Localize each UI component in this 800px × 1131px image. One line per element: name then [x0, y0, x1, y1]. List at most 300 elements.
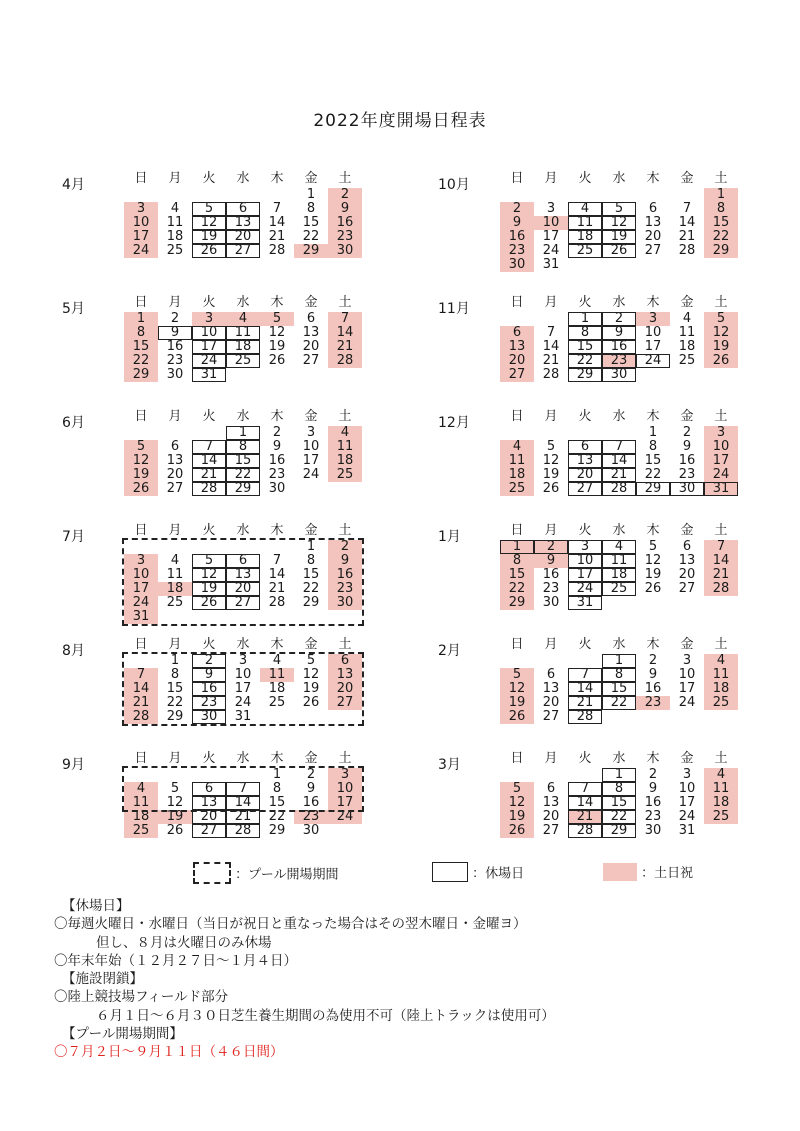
day-cell: 4	[272, 653, 282, 668]
day-cell: 20	[644, 229, 662, 244]
day-cell: 19	[302, 681, 320, 696]
day-cell: 2	[170, 311, 180, 326]
day-cell: 4	[328, 426, 362, 440]
weekday-header: 金	[680, 751, 694, 766]
facility-detail: ６月１日～６月３０日芝生養生期間の為使用不可（陸上トラックは使用可）	[96, 1007, 555, 1024]
day-cell: 6	[546, 667, 556, 682]
day-cell: 27	[192, 824, 226, 838]
weekday-header: 金	[680, 295, 694, 310]
day-cell: 27	[542, 709, 560, 724]
day-cell: 5	[170, 781, 180, 796]
day-cell: 12	[268, 325, 286, 340]
day-cell: 28	[704, 582, 738, 596]
day-cell: 3	[328, 768, 362, 782]
month-calendar	[438, 410, 798, 528]
weekday-header: 土	[714, 751, 728, 766]
day-cell: 8	[704, 202, 738, 216]
weekday-header: 木	[646, 637, 660, 652]
day-cell: 1	[226, 426, 260, 440]
month-calendar	[438, 752, 798, 870]
day-cell: 17	[302, 453, 320, 468]
weekday-header: 月	[544, 637, 558, 652]
month-label: 4月	[62, 177, 85, 193]
day-cell: 17	[124, 230, 158, 244]
day-cell: 30	[192, 710, 226, 724]
day-cell: 11	[260, 668, 294, 682]
day-cell: 22	[166, 695, 184, 710]
month-grid	[500, 296, 752, 414]
legend-closed-label: ：休場日	[472, 866, 525, 882]
day-cell: 31	[678, 823, 696, 838]
day-cell: 23	[602, 354, 636, 368]
day-cell: 10	[328, 782, 362, 796]
day-cell: 26	[124, 482, 158, 496]
day-cell: 13	[328, 668, 362, 682]
day-cell: 12	[644, 553, 662, 568]
day-cell: 19	[500, 810, 534, 824]
weekday-header: 水	[236, 171, 250, 186]
day-cell: 18	[568, 230, 602, 244]
day-cell: 20	[542, 809, 560, 824]
weekday-header: 水	[612, 523, 626, 538]
day-cell: 7	[704, 540, 738, 554]
day-cell: 4	[568, 202, 602, 216]
day-cell: 18	[704, 682, 738, 696]
day-cell: 10	[302, 439, 320, 454]
day-cell: 20	[328, 682, 362, 696]
weekday-header: 月	[168, 409, 182, 424]
weekday-header: 木	[270, 295, 284, 310]
month-calendar	[62, 410, 422, 528]
day-cell: 20	[568, 468, 602, 482]
day-cell: 30	[602, 368, 636, 382]
day-cell: 11	[500, 454, 534, 468]
day-cell: 29	[294, 244, 328, 258]
day-cell: 17	[644, 339, 662, 354]
weekday-header: 火	[202, 637, 216, 652]
day-cell: 24	[124, 596, 158, 610]
weekday-header: 月	[544, 171, 558, 186]
day-cell: 23	[166, 353, 184, 368]
day-cell: 7	[226, 782, 260, 796]
day-cell: 15	[500, 568, 534, 582]
day-cell: 13	[192, 796, 226, 810]
day-cell: 12	[302, 667, 320, 682]
day-cell: 9	[328, 202, 362, 216]
day-cell: 10	[678, 781, 696, 796]
day-cell: 12	[166, 795, 184, 810]
weekday-header: 土	[714, 523, 728, 538]
day-cell: 1	[306, 539, 316, 554]
day-cell: 3	[192, 312, 226, 326]
month-grid	[500, 524, 752, 642]
day-cell: 6	[226, 202, 260, 216]
day-cell: 7	[124, 668, 158, 682]
weekday-header: 火	[202, 523, 216, 538]
day-cell: 26	[644, 581, 662, 596]
day-cell: 25	[166, 595, 184, 610]
day-cell: 25	[226, 354, 260, 368]
day-cell: 2	[682, 425, 692, 440]
day-cell: 6	[568, 440, 602, 454]
day-cell: 28	[328, 354, 362, 368]
day-cell: 24	[302, 467, 320, 482]
weekday-header: 金	[304, 409, 318, 424]
day-cell: 24	[542, 243, 560, 258]
day-cell: 21	[568, 810, 602, 824]
day-cell: 11	[602, 554, 636, 568]
day-cell: 22	[302, 581, 320, 596]
day-cell: 1	[648, 425, 658, 440]
notes-section	[54, 897, 782, 1062]
day-cell: 15	[268, 795, 286, 810]
day-cell: 22	[602, 810, 636, 824]
month-label: 8月	[62, 643, 85, 659]
day-cell: 27	[226, 596, 260, 610]
day-cell: 16	[268, 453, 286, 468]
day-cell: 5	[648, 539, 658, 554]
day-cell: 29	[704, 244, 738, 258]
day-cell: 26	[302, 695, 320, 710]
day-cell: 1	[704, 188, 738, 202]
weekday-header: 木	[270, 751, 284, 766]
day-cell: 4	[170, 201, 180, 216]
weekday-header: 土	[338, 295, 352, 310]
day-cell: 23	[328, 582, 362, 596]
weekday-header: 金	[680, 171, 694, 186]
weekday-header: 金	[304, 295, 318, 310]
day-cell: 21	[678, 229, 696, 244]
month-grid	[124, 752, 376, 870]
month-calendar	[62, 524, 422, 642]
month-grid	[500, 410, 752, 528]
weekday-header: 水	[236, 295, 250, 310]
weekday-header: 日	[510, 295, 524, 310]
weekday-header: 土	[338, 637, 352, 652]
weekday-header: 土	[338, 523, 352, 538]
day-cell: 23	[636, 696, 670, 710]
day-cell: 4	[682, 311, 692, 326]
day-cell: 24	[124, 244, 158, 258]
day-cell: 5	[500, 668, 534, 682]
month-grid	[124, 524, 376, 642]
day-cell: 22	[704, 230, 738, 244]
day-cell: 13	[542, 681, 560, 696]
day-cell: 23	[192, 696, 226, 710]
day-cell: 20	[226, 582, 260, 596]
day-cell: 16	[328, 216, 362, 230]
day-cell: 14	[568, 796, 602, 810]
day-cell: 16	[328, 568, 362, 582]
day-cell: 25	[500, 482, 534, 496]
legend-pool	[193, 862, 339, 884]
month-label: 10月	[438, 177, 470, 193]
day-cell: 27	[644, 243, 662, 258]
day-cell: 26	[192, 596, 226, 610]
day-cell: 13	[568, 454, 602, 468]
legend-weekend-label: ：土日祝	[641, 866, 694, 881]
day-cell: 31	[124, 610, 158, 624]
weekday-header: 水	[236, 523, 250, 538]
day-cell: 13	[226, 568, 260, 582]
weekday-header: 木	[646, 751, 660, 766]
weekday-header: 日	[134, 523, 148, 538]
month-label: 7月	[62, 529, 85, 545]
weekday-header: 金	[680, 637, 694, 652]
day-cell: 27	[226, 244, 260, 258]
month-grid	[124, 172, 376, 290]
day-cell: 26	[542, 481, 560, 496]
day-cell: 2	[272, 425, 282, 440]
day-cell: 7	[272, 201, 282, 216]
weekday-header: 土	[714, 409, 728, 424]
day-cell: 25	[704, 810, 738, 824]
day-cell: 15	[644, 453, 662, 468]
weekday-header: 土	[338, 409, 352, 424]
day-cell: 6	[226, 554, 260, 568]
facility-field: 〇陸上競技場フィールド部分	[54, 989, 229, 1006]
day-cell: 3	[682, 653, 692, 668]
day-cell: 17	[542, 229, 560, 244]
weekday-header: 水	[612, 295, 626, 310]
day-cell: 26	[602, 244, 636, 258]
day-cell: 30	[166, 367, 184, 382]
day-cell: 27	[166, 481, 184, 496]
weekday-header: 日	[510, 409, 524, 424]
day-cell: 22	[124, 354, 158, 368]
day-cell: 22	[568, 354, 602, 368]
weekday-header: 月	[544, 409, 558, 424]
day-cell: 28	[124, 710, 158, 724]
closed-day-swatch	[432, 862, 468, 882]
day-cell: 21	[542, 353, 560, 368]
day-cell: 8	[306, 201, 316, 216]
day-cell: 11	[166, 215, 184, 230]
day-cell: 30	[302, 823, 320, 838]
day-cell: 8	[568, 326, 602, 340]
day-cell: 25	[678, 353, 696, 368]
weekday-header: 土	[338, 751, 352, 766]
weekday-header: 木	[270, 523, 284, 538]
day-cell: 12	[500, 682, 534, 696]
day-cell: 16	[644, 795, 662, 810]
day-cell: 6	[192, 782, 226, 796]
day-cell: 2	[306, 767, 316, 782]
day-cell: 18	[124, 810, 158, 824]
day-cell: 1	[170, 653, 180, 668]
day-cell: 22	[226, 468, 260, 482]
legend-pool-label: ：プール開場期間	[235, 867, 339, 883]
day-cell: 17	[704, 454, 738, 468]
day-cell: 29	[568, 368, 602, 382]
day-cell: 31	[192, 368, 226, 382]
day-cell: 6	[500, 326, 534, 340]
weekday-header: 土	[338, 171, 352, 186]
day-cell: 14	[568, 682, 602, 696]
day-cell: 31	[568, 596, 602, 610]
day-cell: 18	[226, 340, 260, 354]
day-cell: 19	[500, 696, 534, 710]
day-cell: 20	[678, 567, 696, 582]
day-cell: 29	[500, 596, 534, 610]
day-cell: 24	[704, 468, 738, 482]
day-cell: 26	[500, 824, 534, 838]
day-cell: 10	[704, 440, 738, 454]
day-cell: 14	[226, 796, 260, 810]
pool-heading: 【プール開場期間】	[62, 1026, 183, 1043]
day-cell: 6	[170, 439, 180, 454]
day-cell: 24	[636, 354, 670, 368]
day-cell: 23	[294, 810, 328, 824]
day-cell: 14	[328, 326, 362, 340]
day-cell: 9	[158, 326, 192, 340]
day-cell: 9	[192, 668, 226, 682]
day-cell: 13	[302, 325, 320, 340]
day-cell: 2	[602, 312, 636, 326]
day-cell: 27	[500, 368, 534, 382]
weekday-header: 月	[168, 171, 182, 186]
pool-period-swatch	[193, 862, 231, 884]
month-calendar	[438, 172, 798, 290]
day-cell: 29	[268, 823, 286, 838]
weekday-header: 金	[304, 171, 318, 186]
day-cell: 11	[704, 782, 738, 796]
day-cell: 14	[124, 682, 158, 696]
day-cell: 16	[302, 795, 320, 810]
weekday-header: 火	[202, 409, 216, 424]
day-cell: 22	[302, 229, 320, 244]
day-cell: 16	[500, 230, 534, 244]
weekday-header: 火	[578, 171, 592, 186]
day-cell: 10	[124, 568, 158, 582]
day-cell: 5	[704, 312, 738, 326]
day-cell: 7	[682, 201, 692, 216]
day-cell: 22	[500, 582, 534, 596]
weekday-header: 月	[544, 751, 558, 766]
day-cell: 27	[542, 823, 560, 838]
day-cell: 30	[670, 482, 704, 496]
day-cell: 7	[568, 668, 602, 682]
day-cell: 30	[268, 481, 286, 496]
day-cell: 1	[500, 540, 534, 554]
day-cell: 17	[568, 568, 602, 582]
day-cell: 18	[602, 568, 636, 582]
day-cell: 16	[644, 681, 662, 696]
legend-weekend	[603, 862, 693, 881]
day-cell: 21	[268, 581, 286, 596]
day-cell: 1	[568, 312, 602, 326]
month-grid	[124, 410, 376, 528]
day-cell: 17	[678, 795, 696, 810]
weekend-swatch	[603, 863, 637, 881]
day-cell: 15	[124, 340, 158, 354]
day-cell: 12	[192, 216, 226, 230]
day-cell: 7	[328, 312, 362, 326]
weekday-header: 金	[680, 409, 694, 424]
day-cell: 26	[192, 244, 226, 258]
weekday-header: 月	[168, 523, 182, 538]
day-cell: 18	[704, 796, 738, 810]
day-cell: 8	[602, 668, 636, 682]
day-cell: 15	[704, 216, 738, 230]
month-calendar	[438, 524, 798, 642]
day-cell: 19	[192, 230, 226, 244]
weekday-header: 土	[714, 637, 728, 652]
day-cell: 7	[546, 325, 556, 340]
day-cell: 26	[166, 823, 184, 838]
day-cell: 28	[268, 595, 286, 610]
day-cell: 8	[602, 782, 636, 796]
day-cell: 21	[268, 229, 286, 244]
month-grid	[500, 172, 752, 290]
day-cell: 16	[542, 567, 560, 582]
day-cell: 24	[568, 582, 602, 596]
day-cell: 1	[272, 767, 282, 782]
month-label: 11月	[438, 301, 470, 317]
day-cell: 25	[166, 243, 184, 258]
day-cell: 1	[124, 312, 158, 326]
day-cell: 6	[546, 781, 556, 796]
day-cell: 21	[124, 696, 158, 710]
closed-rule: 〇毎週火曜日・水曜日（当日が祝日と重なった場合はその翌木曜日・金曜ヨ）	[54, 916, 527, 933]
day-cell: 3	[124, 554, 158, 568]
closed-heading: 【休場日】	[62, 898, 130, 914]
day-cell: 29	[166, 709, 184, 724]
day-cell: 13	[542, 795, 560, 810]
weekday-header: 金	[304, 523, 318, 538]
day-cell: 14	[268, 567, 286, 582]
weekday-header: 木	[646, 295, 660, 310]
weekday-header: 火	[202, 751, 216, 766]
weekday-header: 日	[134, 409, 148, 424]
page-title: 2022年度開場日程表	[313, 111, 487, 131]
day-cell: 16	[678, 453, 696, 468]
day-cell: 11	[124, 796, 158, 810]
day-cell: 27	[678, 581, 696, 596]
day-cell: 8	[500, 554, 534, 568]
day-cell: 12	[500, 796, 534, 810]
day-cell: 28	[226, 824, 260, 838]
day-cell: 30	[500, 258, 534, 272]
month-calendar	[438, 296, 798, 414]
month-label: 9月	[62, 757, 85, 773]
day-cell: 10	[568, 554, 602, 568]
day-cell: 28	[602, 482, 636, 496]
day-cell: 25	[124, 824, 158, 838]
day-cell: 28	[268, 243, 286, 258]
pool-period: 〇７月２日～９月１１日（４６日間）	[54, 1044, 284, 1061]
day-cell: 8	[124, 326, 158, 340]
month-label: 5月	[62, 301, 85, 317]
day-cell: 18	[328, 454, 362, 468]
day-cell: 7	[602, 440, 636, 454]
weekday-header: 水	[612, 409, 626, 424]
month-calendar	[62, 296, 422, 414]
day-cell: 14	[704, 554, 738, 568]
day-cell: 9	[682, 439, 692, 454]
day-cell: 12	[542, 453, 560, 468]
day-cell: 13	[226, 216, 260, 230]
day-cell: 18	[678, 339, 696, 354]
day-cell: 18	[158, 582, 192, 596]
day-cell: 19	[268, 339, 286, 354]
day-cell: 29	[602, 824, 636, 838]
day-cell: 2	[648, 653, 658, 668]
weekday-header: 水	[236, 637, 250, 652]
day-cell: 27	[328, 696, 362, 710]
day-cell: 15	[568, 340, 602, 354]
day-cell: 29	[302, 595, 320, 610]
